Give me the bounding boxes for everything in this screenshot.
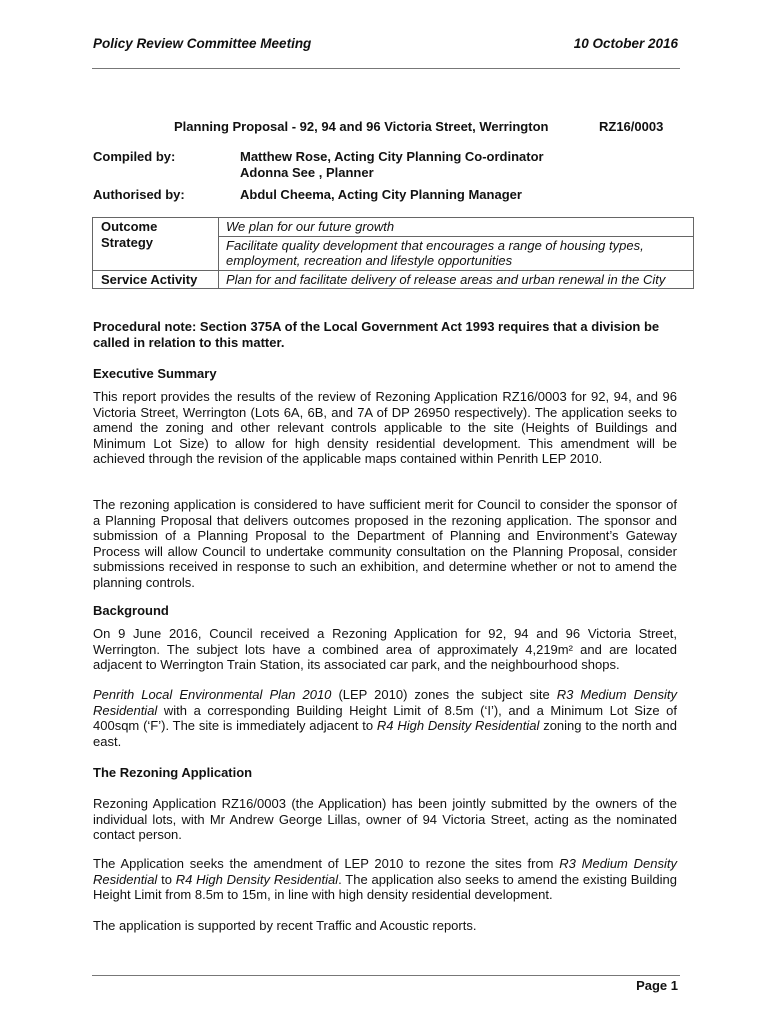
procedural-note: Procedural note: Section 375A of the Local Government Act 1993 requires that a division be called in relation to this matter. — [93, 319, 660, 350]
service-activity-label: Service Activity — [93, 270, 219, 289]
outcome-label: Outcome Strategy — [93, 218, 219, 271]
header-rule — [92, 68, 680, 69]
report-title: Planning Proposal - 92, 94 and 96 Victoria Street, Werrington — [174, 119, 549, 134]
compiled-by-name-2: Adonna See , Planner — [240, 165, 374, 180]
report-reference: RZ16/0003 — [599, 119, 664, 134]
background-paragraph-2: Penrith Local Environmental Plan 2010 (LEP 2010) zones the subject site R3 Medium Density Residential with a corresponding Building Height Limit of 8.5m (‘I’), and a Minimum Lot Size of 400sqm (‘F’). The site is immediately adjacent to R4 High Density Residential zoning to the north and east. — [93, 687, 677, 749]
rezoning-paragraph-1: Rezoning Application RZ16/0003 (the Application) has been jointly submitted by the owners of the individual lots, with Mr Andrew George Lillas, owner of 94 Victoria Street, acting as the nominated contact person. — [93, 796, 677, 843]
executive-summary-heading: Executive Summary — [93, 366, 217, 381]
background-paragraph-1: On 9 June 2016, Council received a Rezoning Application for 92, 94 and 96 Victoria Street, Werrington. The subject lots have a combined area of approximately 4,219m² and are located adjacent to Werrington Train Station, its associated car park, and the neighbourhood shops. — [93, 626, 677, 673]
rezoning-application-heading: The Rezoning Application — [93, 765, 253, 780]
footer-rule — [92, 975, 680, 976]
compiled-by-name-1: Matthew Rose, Acting City Planning Co-ordinator — [240, 149, 544, 164]
service-activity-value: Plan for and facilitate delivery of release areas and urban renewal in the City — [219, 270, 694, 289]
background-heading: Background — [93, 603, 169, 618]
authorised-by-name: Abdul Cheema, Acting City Planning Manager — [240, 187, 522, 202]
authorised-by-label: Authorised by: — [93, 187, 185, 202]
header-meeting-title: Policy Review Committee Meeting — [93, 36, 312, 51]
executive-summary-paragraph-2: The rezoning application is considered to have sufficient merit for Council to consider the sponsor of a Planning Proposal that delivers outcomes proposed in the rezoning application. The sponsor and submission of a Planning Proposal to the Department of Planning and Environment’s Gateway Process will allow Council to undertake community consultation on the Planning Proposal, consider submissions received in response to such an exhibition, and determine whether or not to amend the planning controls. — [93, 497, 677, 590]
strategy-value: Facilitate quality development that encourages a range of housing types, employment, recreation and lifestyle opportunities — [226, 237, 644, 269]
page-number: Page 1 — [636, 978, 678, 993]
table-row — [93, 218, 694, 271]
executive-summary-paragraph-1: This report provides the results of the review of Rezoning Application RZ16/0003 for 92, 94, and 96 Victoria Street, Werrington (Lots 6A, 6B, and 7A of DP 26950 respectively). The application seeks to amend the zoning and other relevant controls applicable to the site (Heights of Buildings and Minimum Lot Size) to allow for high density residential development. This amendment will be achieved through the revision of the applicable maps contained within Penrith LEP 2010. — [93, 389, 677, 467]
rezoning-paragraph-2: The Application seeks the amendment of LEP 2010 to rezone the sites from R3 Medium Density Residential to R4 High Density Residential. The application also seeks to amend the existing Building Height Limit from 8.5m to 15m, in line with high density residential development. — [93, 856, 677, 903]
outcome-strategy-table — [92, 217, 694, 289]
outcome-value: We plan for our future growth Facilitate quality development that encourages a range of housing types, employment, recreation and lifestyle opportunities — [219, 218, 694, 271]
rezoning-paragraph-3: The application is supported by recent Traffic and Acoustic reports. — [93, 918, 477, 933]
strategy-label: Strategy — [101, 234, 154, 250]
header-date: 10 October 2016 — [573, 36, 678, 51]
table-row — [93, 270, 694, 289]
compiled-by-label: Compiled by: — [93, 149, 176, 164]
